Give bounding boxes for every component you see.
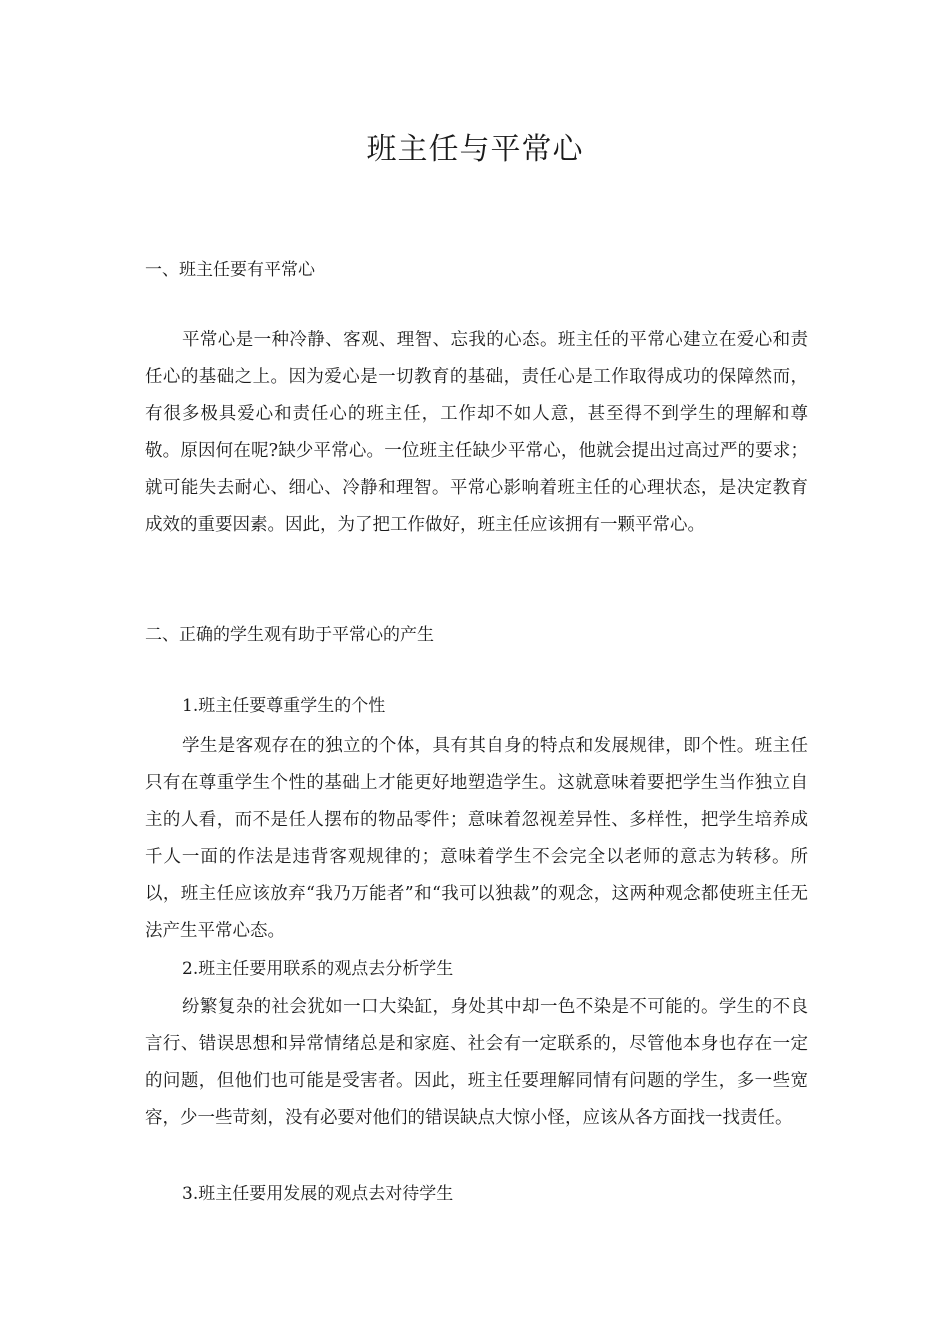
section-2-item-2-heading: 2.班主任要用联系的观点去分析学生 bbox=[182, 959, 454, 979]
section-1-heading: 一、班主任要有平常心 bbox=[145, 260, 315, 280]
section-2-item-2-paragraph: 纷繁复杂的社会犹如一口大染缸，身处其中却一色不染是不可能的。学生的不良言行、错误思想和异常情绪总是和家庭、社会有一定联系的，尽管他本身也存在一定的问题，但他们也可能是受害者。因此，班主任要理解同情有问题的学生，多一些宽容，少一些苛刻，没有必要对他们的错误缺点大惊小怪，应该从各方面找一找责任。 bbox=[145, 997, 808, 1128]
section-1-paragraph: 平常心是一种冷静、客观、理智、忘我的心态。班主任的平常心建立在爱心和责任心的基础之上。因为爱心是一切教育的基础，责任心是工作取得成功的保障然而，有很多极具爱心和责任心的班主任，工作却不如人意，甚至得不到学生的理解和尊敬。原因何在呢?缺少平常心。一位班主任缺少平常心，他就会提出过高过严的要求；就可能失去耐心、细心、冷静和理智。平常心影响着班主任的心理状态，是决定教育成效的重要因素。因此，为了把工作做好，班主任应该拥有一颗平常心。 bbox=[145, 330, 808, 535]
section-2-heading: 二、正确的学生观有助于平常心的产生 bbox=[145, 625, 434, 645]
document-title: 班主任与平常心 bbox=[366, 132, 584, 167]
section-2-item-1-heading: 1.班主任要尊重学生的个性 bbox=[182, 696, 386, 716]
section-2-item-1-paragraph: 学生是客观存在的独立的个体，具有其自身的特点和发展规律，即个性。班主任只有在尊重学生个性的基础上才能更好地塑造学生。这就意味着要把学生当作独立自主的人看，而不是任人摆布的物品零件；意味着忽视差异性、多样性，把学生培养成千人一面的作法是违背客观规律的；意味着学生不会完全以老师的意志为转移。所以，班主任应该放弃“我乃万能者”和“我可以独裁”的观念，这两种观念都使班主任无法产生平常心态。 bbox=[145, 736, 808, 941]
section-2-item-3-heading: 3.班主任要用发展的观点去对待学生 bbox=[182, 1184, 454, 1204]
